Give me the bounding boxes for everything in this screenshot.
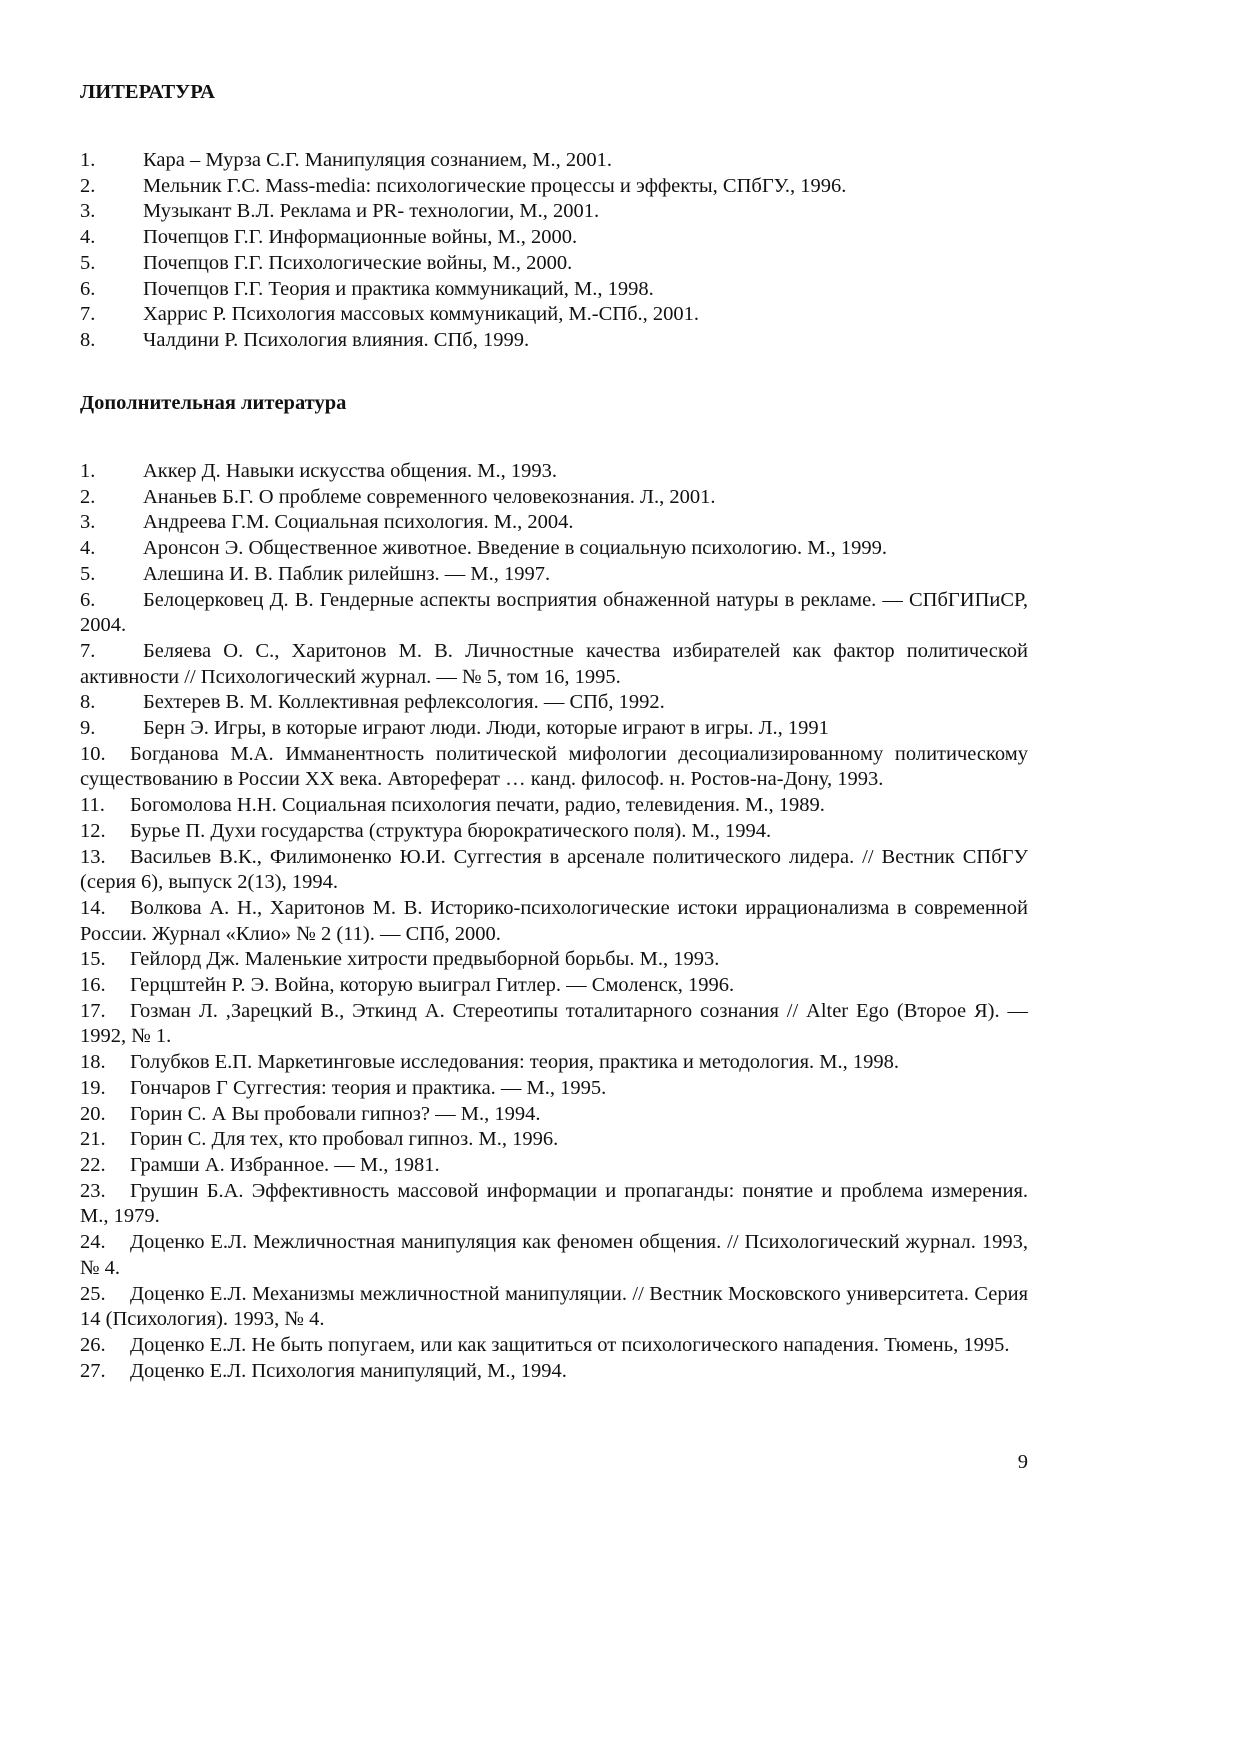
item-number: 21. (80, 1128, 106, 1151)
list-item (80, 896, 1028, 947)
item-number: 9. (80, 717, 96, 740)
page-number: 9 (1017, 1451, 1028, 1473)
item-number: 14. (80, 896, 106, 919)
item-number: 3. (80, 511, 96, 534)
item-text: Музыкант В.Л. Реклама и PR- технологии, М., 2001. (143, 200, 600, 223)
item-text: Белоцерковец Д. В. Гендерные аспекты восприятия обнаженной натуры в рекламе. — СПбГИПиСР, 2004. (80, 588, 1028, 637)
list-item (80, 999, 1028, 1050)
item-number: 4. (80, 226, 96, 249)
item-text: Горин С. Для тех, кто пробовал гипноз. М., 1996. (130, 1128, 559, 1151)
list-item (80, 562, 1028, 588)
list-item (80, 1102, 1028, 1128)
list-item (80, 793, 1028, 819)
item-number: 7. (80, 303, 96, 326)
list-item (80, 690, 1028, 716)
item-number: 18. (80, 1051, 106, 1074)
item-text: Доценко Е.Л. Психология манипуляций, М., 1994. (130, 1359, 567, 1382)
item-number: 17. (80, 999, 106, 1022)
item-text: Аккер Д. Навыки искусства общения. М., 1993. (143, 460, 558, 482)
item-text: Аронсон Э. Общественное животное. Введение в социальную психологию. М., 1999. (143, 537, 887, 560)
list-item (80, 1076, 1028, 1102)
main-bibliography (80, 148, 1028, 354)
item-text: Гозман Л. ,Зарецкий В., Эткинд А. Стереотипы тоталитарного сознания // Alter Ego (Второе Я). — 1992, № 1. (80, 999, 1028, 1048)
item-number: 7. (80, 639, 96, 662)
list-item (80, 588, 1028, 639)
item-number: 27. (80, 1359, 106, 1382)
item-number: 12. (80, 819, 106, 842)
list-item (80, 1179, 1028, 1230)
list-item (80, 845, 1028, 896)
item-number: 2. (80, 485, 96, 508)
item-number: 1. (80, 149, 96, 171)
list-item (80, 1153, 1028, 1179)
item-text: Богданова М.А. Имманентность политической мифологии десоциализированному политическому существованию в России XX века. Автореферат … канд. философ. н. Ростов-на-Дону, 1993. (80, 742, 1028, 791)
item-text: Берн Э. Игры, в которые играют люди. Люди, которые играют в игры. Л., 1991 (143, 717, 829, 740)
item-number: 1. (80, 460, 96, 482)
item-number: 16. (80, 974, 106, 997)
item-text: Грамши А. Избранное. — М., 1981. (130, 1153, 440, 1176)
list-item (80, 199, 1028, 225)
item-number: 3. (80, 200, 96, 223)
list-item (80, 536, 1028, 562)
page-title: ЛИТЕРАТУРА (80, 81, 215, 103)
item-text: Бехтерев В. М. Коллективная рефлексология. — СПб, 1992. (143, 691, 665, 714)
list-item (80, 1230, 1028, 1281)
list-item (80, 510, 1028, 536)
item-number: 8. (80, 328, 96, 351)
item-text: Беляева О. С., Харитонов М. В. Личностные качества избирателей как фактор политической активности // Психологический журнал. — № 5, том 16, 1995. (80, 639, 1028, 688)
item-text: Горин С. А Вы пробовали гипноз? — М., 1994. (130, 1102, 541, 1125)
item-text: Голубков Е.П. Маркетинговые исследования: теория, практика и методология. М., 1998. (130, 1051, 900, 1074)
item-text: Ананьев Б.Г. О проблеме современного человекознания. Л., 2001. (143, 485, 716, 508)
item-text: Мельник Г.С. Mass-media: психологические процессы и эффекты, СПбГУ., 1996. (143, 174, 847, 197)
section-title: Дополнительная литература (80, 392, 347, 414)
item-text: Алешина И. В. Паблик рилейшнз. — М., 1997. (143, 562, 551, 585)
item-text: Почепцов Г.Г. Информационные войны, М., 2000. (143, 226, 578, 249)
item-text: Доценко Е.Л. Не быть попугаем, или как защититься от психологического нападения. Тюмень, 1995. (130, 1333, 1010, 1356)
item-number: 2. (80, 174, 96, 197)
item-number: 5. (80, 562, 96, 585)
item-number: 11. (80, 794, 105, 817)
list-item (80, 639, 1028, 690)
list-item (80, 277, 1028, 303)
list-item (80, 1333, 1028, 1359)
item-text: Кара – Мурза С.Г. Манипуляция сознанием, М., 2001. (143, 149, 612, 171)
additional-bibliography (80, 459, 1028, 1384)
list-item (80, 716, 1028, 742)
item-number: 6. (80, 277, 96, 300)
list-item (80, 1359, 1028, 1385)
list-item (80, 1282, 1028, 1333)
item-number: 23. (80, 1179, 106, 1202)
item-number: 26. (80, 1333, 106, 1356)
item-number: 25. (80, 1282, 106, 1305)
item-text: Гончаров Г Суггестия: теория и практика. — М., 1995. (130, 1076, 607, 1099)
item-text: Гейлорд Дж. Маленькие хитрости предвыборной борьбы. М., 1993. (130, 948, 720, 971)
item-number: 13. (80, 845, 106, 868)
item-text: Чалдини Р. Психология влияния. СПб, 1999. (143, 328, 530, 351)
item-number: 8. (80, 691, 96, 714)
item-text: Васильев В.К., Филимоненко Ю.И. Суггестия в арсенале политического лидера. // Вестник СПбГУ (серия 6), выпуск 2(13), 1994. (80, 845, 1028, 894)
item-number: 24. (80, 1231, 106, 1254)
item-number: 6. (80, 588, 96, 611)
list-item (80, 973, 1028, 999)
item-text: Герцштейн Р. Э. Война, которую выиграл Гитлер. — Смоленск, 1996. (130, 974, 735, 997)
list-item (80, 328, 1028, 354)
item-number: 22. (80, 1153, 106, 1176)
list-item (80, 148, 1028, 174)
item-number: 10. (80, 742, 106, 765)
item-text: Доценко Е.Л. Механизмы межличностной манипуляции. // Вестник Московского университета. Серия 14 (Психология). 1993, № 4. (80, 1282, 1028, 1331)
item-number: 4. (80, 537, 96, 560)
list-item (80, 174, 1028, 200)
list-item (80, 947, 1028, 973)
list-item (80, 1127, 1028, 1153)
item-text: Богомолова Н.Н. Социальная психология печати, радио, телевидения. М., 1989. (130, 794, 825, 817)
item-number: 5. (80, 251, 96, 274)
list-item (80, 302, 1028, 328)
item-text: Харрис Р. Психология массовых коммуникаций, М.-СПб., 2001. (143, 303, 700, 326)
list-item (80, 819, 1028, 845)
list-item (80, 742, 1028, 793)
item-number: 20. (80, 1102, 106, 1125)
item-text: Доценко Е.Л. Межличностная манипуляция как феномен общения. // Психологический журнал. 1993, № 4. (80, 1231, 1028, 1279)
list-item (80, 225, 1028, 251)
list-item (80, 251, 1028, 277)
item-number: 15. (80, 948, 106, 971)
list-item (80, 1050, 1028, 1076)
list-item (80, 485, 1028, 511)
item-text: Андреева Г.М. Социальная психология. М., 2004. (143, 511, 574, 534)
item-number: 19. (80, 1076, 106, 1099)
item-text: Почепцов Г.Г. Теория и практика коммуникаций, М., 1998. (143, 277, 654, 300)
list-item (80, 459, 1028, 485)
item-text: Почепцов Г.Г. Психологические войны, М., 2000. (143, 251, 573, 274)
item-text: Волкова А. Н., Харитонов М. В. Историко-психологические истоки иррационализма в современной России. Журнал «Клио» № 2 (11). — СПб, 2000. (80, 896, 1028, 945)
item-text: Грушин Б.А. Эффективность массовой информации и пропаганды: понятие и проблема измерения. М., 1979. (80, 1179, 1028, 1228)
item-text: Бурье П. Духи государства (структура бюрократического поля). М., 1994. (130, 819, 772, 842)
